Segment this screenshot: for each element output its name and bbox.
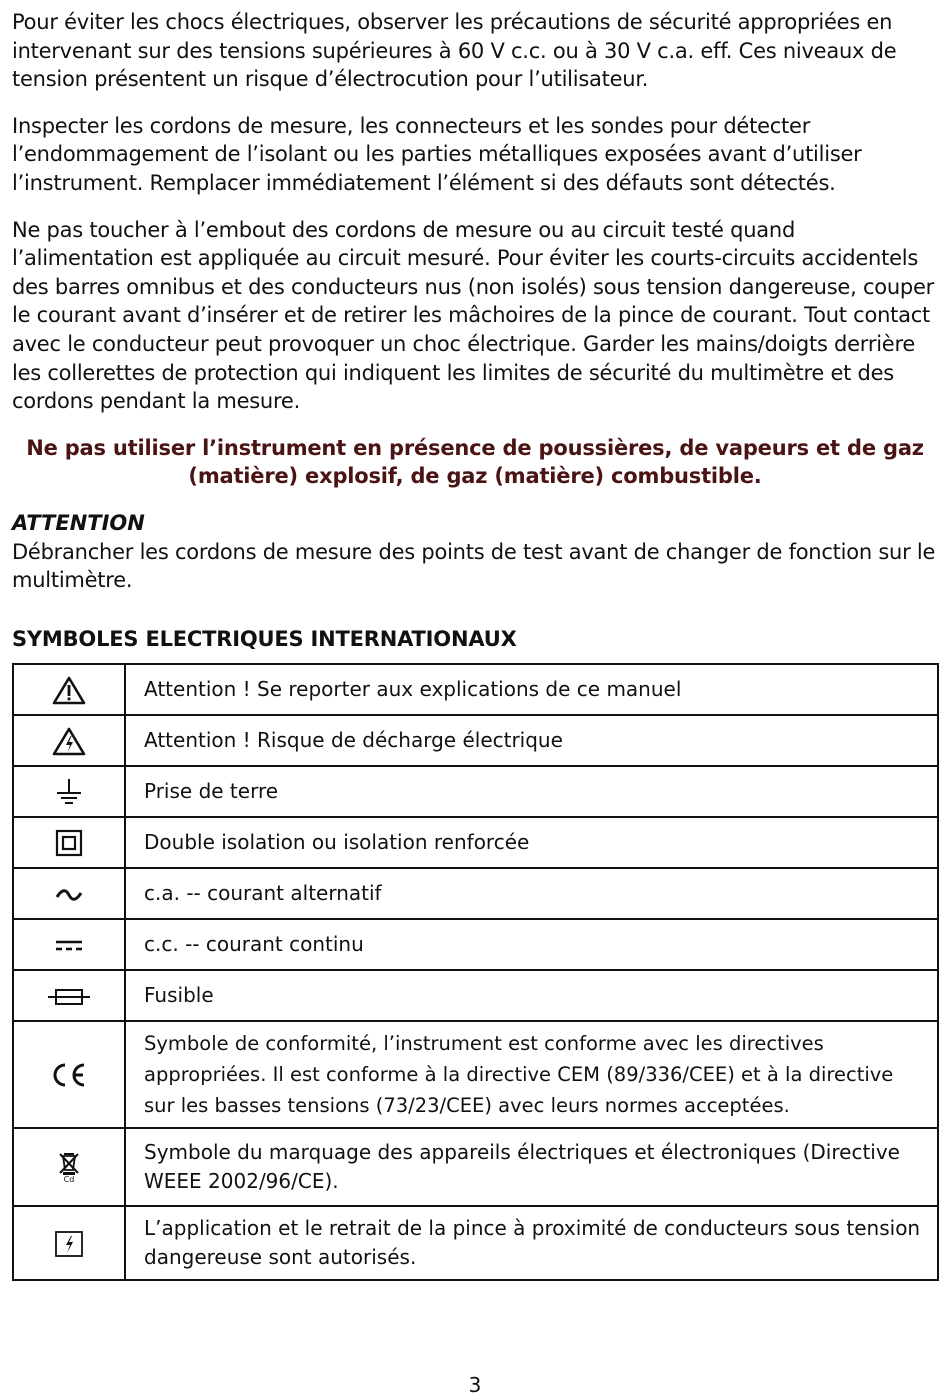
symbol-description: Symbole de conformité, l’instrument est conforme avec les directives appropriées. Il est conforme à la directive CEM (89/336/CEE) et à la directive sur les basses tensions (73/23/CEE) avec leurs normes acceptées. [125, 1021, 938, 1128]
symbols-section-title: SYMBOLES ELECTRIQUES INTERNATIONAUX [12, 626, 517, 651]
symbol-description: Prise de terre [125, 766, 938, 817]
symbol-description: Symbole du marquage des appareils électriques et électroniques (Directive WEEE 2002/96/CE). [125, 1128, 938, 1206]
table-row [13, 1128, 938, 1206]
attention-heading: ATTENTION [12, 510, 145, 535]
attention-text: Débrancher les cordons de mesure des points de test avant de changer de fonction sur le multimètre. [12, 539, 936, 593]
warning-triangle-exclamation-icon [52, 675, 86, 705]
fuse-icon [47, 988, 91, 1006]
dc-icon [54, 938, 84, 954]
table-row [13, 1206, 938, 1280]
symbols-table [12, 663, 939, 1281]
paragraph-inspect-leads: Inspecter les cordons de mesure, les connecteurs et les sondes pour détecter l’endommagement de l’isolant ou les parties métalliques exposées avant d’utiliser l’instrument. Remplacer immédiatement l’élément si des défauts sont détectés. [12, 113, 862, 195]
attention-block [12, 509, 938, 595]
symbol-description: L’application et le retrait de la pince à proximité de conducteurs sous tension dangereuse sont autorisés. [125, 1206, 938, 1280]
symbol-description: Double isolation ou isolation renforcée [125, 817, 938, 868]
double-insulation-icon [55, 829, 83, 857]
weee-cd-label: Cd [63, 1174, 75, 1184]
symbol-description: c.c. -- courant continu [125, 919, 938, 970]
table-row [13, 664, 938, 715]
hazardous-live-icon [54, 1230, 84, 1258]
table-row [13, 868, 938, 919]
symbol-description: Attention ! Se reporter aux explications de ce manuel [125, 664, 938, 715]
table-row [13, 817, 938, 868]
ground-icon [54, 777, 84, 807]
page-number: 3 [468, 1373, 482, 1397]
table-row [13, 766, 938, 817]
table-row [13, 919, 938, 970]
paragraph-voltage-precautions: Pour éviter les chocs électriques, observer les précautions de sécurité appropriées en intervenant sur des tensions supérieures à 60 V c.c. ou à 30 V c.a. eff. Ces niveaux de tension présentent un risque d’électrocution pour l’utilisateur. [12, 10, 897, 92]
ce-mark-icon [49, 1060, 89, 1090]
explosive-environment-warning: Ne pas utiliser l’instrument en présence de poussières, de vapeurs et de gaz (matière) explosif, de gaz (matière) combustible. [26, 435, 924, 489]
table-row [13, 1021, 938, 1128]
weee-bin-icon [58, 1150, 80, 1184]
symbol-description: c.a. -- courant alternatif [125, 868, 938, 919]
symbol-description: Attention ! Risque de décharge électrique [125, 715, 938, 766]
symbol-description: Fusible [125, 970, 938, 1021]
paragraph-do-not-touch: Ne pas toucher à l’embout des cordons de mesure ou au circuit testé quand l’alimentation est appliquée au circuit mesuré. Pour éviter les courts-circuits accidentels des barres omnibus et des conducteurs nus (non isolés) sous tension dangereuse, couper le courant avant d’insérer et de retirer les mâchoires de la pince de courant. Tout contact avec le conducteur peut provoquer un choc électrique. Garder les mains/doigts derrière les collerettes de protection qui indiquent les limites de sécurité du multimètre et des cordons pendant la mesure. [12, 217, 935, 414]
ac-icon [54, 887, 84, 903]
manual-page [12, 8, 938, 1281]
table-row [13, 715, 938, 766]
table-row [13, 970, 938, 1021]
warning-triangle-lightning-icon [52, 726, 86, 756]
